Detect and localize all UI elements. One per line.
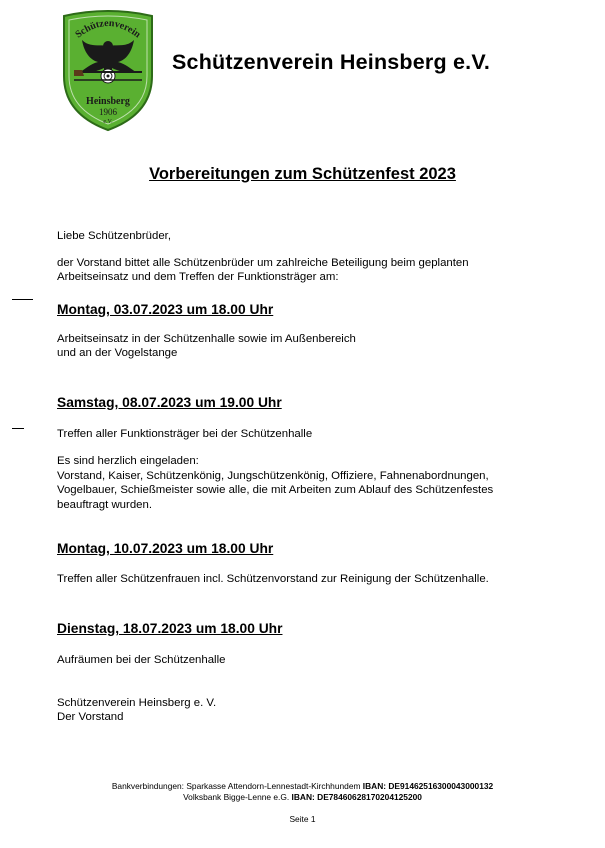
event-date-1: Montag, 03.07.2023 um 18.00 Uhr (57, 302, 274, 317)
page-number: Seite 1 (289, 814, 316, 824)
event-4-line-1: Aufräumen bei der Schützenhalle (57, 654, 226, 666)
invite-heading: Es sind herzlich eingeladen: (57, 455, 199, 467)
event-date-4: Dienstag, 18.07.2023 um 18.00 Uhr (57, 621, 283, 636)
event-1-line-1: Arbeitseinsatz in der Schützenhalle sowie im Außenbereich (57, 333, 356, 345)
punch-mark (12, 428, 24, 429)
bank-line-2 (0, 792, 605, 803)
bank-1-name: Bankverbindungen: Sparkasse Attendorn-Lennestadt-Kirchhundem (111, 781, 363, 791)
eagle-crest-icon (60, 10, 156, 132)
event-2-line-1: Treffen aller Funktionsträger bei der Schützenhalle (57, 428, 313, 440)
signature-org: Schützenverein Heinsberg e. V. (57, 697, 217, 709)
bank-1-iban-label: IBAN: (362, 781, 387, 791)
event-date-2: Samstag, 08.07.2023 um 19.00 Uhr (57, 395, 282, 410)
intro-line-2: Arbeitseinsatz und dem Treffen der Funktionsträger am: (57, 271, 339, 283)
document-title: Vorbereitungen zum Schützenfest 2023 (149, 165, 456, 183)
bank-2-iban-label: IBAN: (291, 792, 315, 802)
bank-1-iban: DE91462516300043000132 (386, 781, 494, 791)
invite-line-3: beauftragt wurden. (57, 499, 152, 511)
greeting: Liebe Schützenbrüder, (57, 230, 171, 242)
fold-mark (12, 299, 33, 300)
bank-line-1 (0, 781, 605, 792)
organization-name: Schützenverein Heinsberg e.V. (172, 50, 491, 74)
bank-2-iban: DE78460628170204125200 (314, 792, 422, 802)
club-logo (60, 10, 156, 132)
bank-2-name: Volksbank Bigge-Lenne e.G. (183, 792, 292, 802)
event-date-3: Montag, 10.07.2023 um 18.00 Uhr (57, 541, 274, 556)
invite-line-1: Vorstand, Kaiser, Schützenkönig, Jungschützenkönig, Offiziere, Fahnenabordnungen, (57, 470, 489, 482)
intro-line-1: der Vorstand bittet alle Schützenbrüder um zahlreiche Beteiligung beim geplanten (57, 257, 469, 269)
event-1-line-2: und an der Vogelstange (57, 347, 178, 359)
logo-bottom-text: Heinsberg (86, 96, 130, 107)
signature-board: Der Vorstand (57, 711, 124, 723)
event-3-line-1: Treffen aller Schützenfrauen incl. Schützenvorstand zur Reinigung der Schützenhalle. (57, 573, 489, 585)
logo-top-text: Schützenverein (73, 17, 143, 41)
logo-suffix: e.V. (103, 119, 113, 125)
invite-line-2: Vogelbauer, Schießmeister sowie alle, die mit Arbeiten zum Ablauf des Schützenfestes (57, 484, 494, 496)
logo-year: 1906 (99, 107, 117, 117)
